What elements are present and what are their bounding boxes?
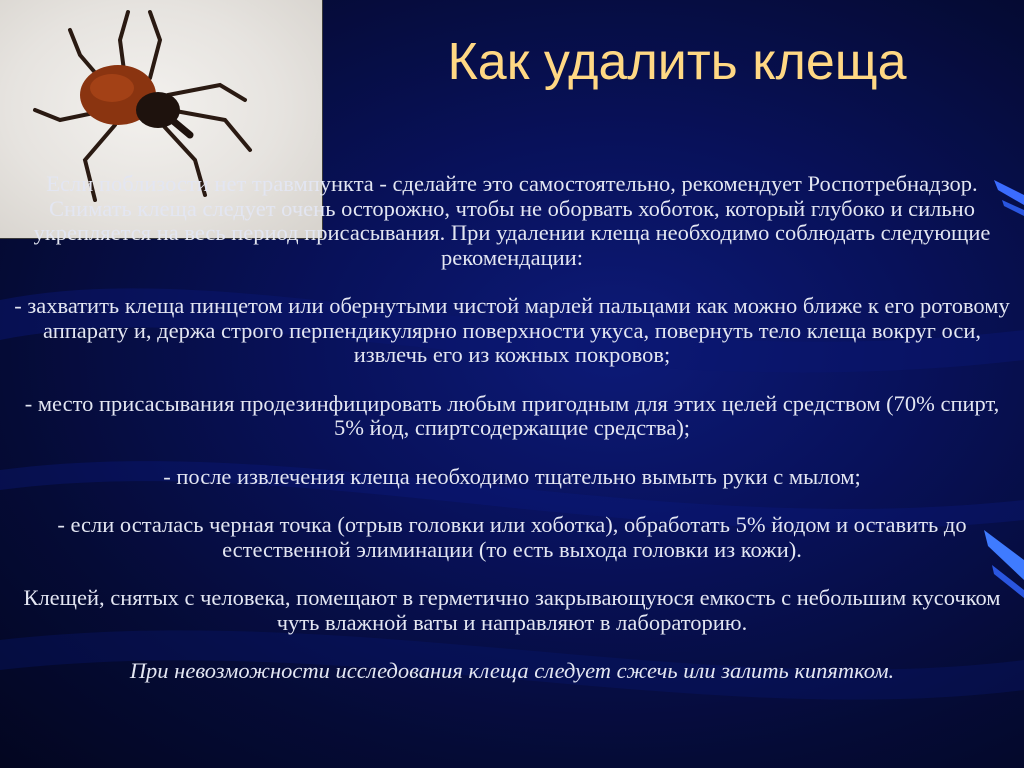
decorative-stripes xyxy=(984,170,1024,768)
paragraph-laboratory: Клещей, снятых с человека, помещают в герметично закрывающуюся емкость с небольшим кусочком чуть влажной ваты и направляют в лабораторию. xyxy=(23,585,1001,635)
paragraph-caution: Снимать клеща следует очень осторожно, чтобы не оборвать хоботок, который глубоко и сильно укрепляется на весь период присасывания. При удалении клеща необходимо соблюдать следующие рекомендации: xyxy=(33,195,991,270)
slide-body xyxy=(10,172,1014,684)
recommendation-wash-hands: - после извлечения клеща необходимо тщательно вымыть руки с мылом; xyxy=(163,463,861,489)
paragraph-intro: Если поблизости нет травмпункта - сделайте это самостоятельно, рекомендует Роспотребнадзор. xyxy=(46,171,978,196)
paragraph-disposal: При невозможности исследования клеща следует сжечь или залить кипятком. xyxy=(129,658,895,683)
recommendation-disinfect: - место присасывания продезинфицировать любым пригодным для этих целей средством (70% спирт, 5% йод, спиртсодержащие средства); xyxy=(24,390,1000,440)
recommendation-grab: - захватить клеща пинцетом или обернутыми чистой марлей пальцами как можно ближе к его ротовому аппарату и, держа строго перпендикулярно поверхности укуса, повернуть тело клеща вокруг оси, извлечь его из кожных покровов; xyxy=(14,293,1010,367)
page-title: Как удалить клеща xyxy=(447,33,907,91)
recommendation-black-dot: - если осталась черная точка (отрыв головки или хоботка), обработать 5% йодом и оставить до естественной элиминации (то есть выхода головки из кожи). xyxy=(57,512,967,562)
